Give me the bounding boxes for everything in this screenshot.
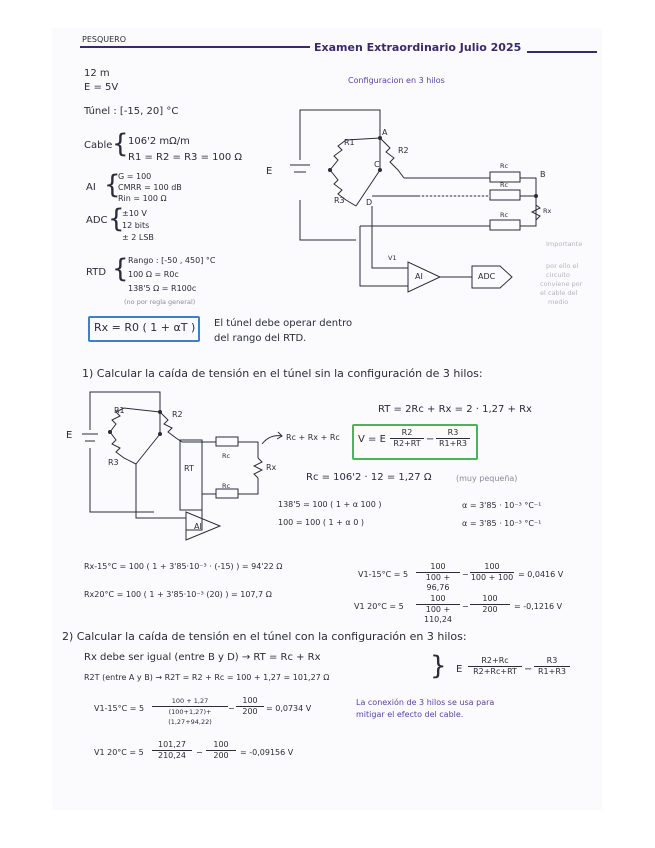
q1-title: 1) Calcular la caída de tensión en el túnel sin la configuración de 3 hilos: bbox=[82, 367, 483, 380]
q2-vm15-minus: − bbox=[228, 704, 235, 713]
cable-brace: { bbox=[112, 129, 129, 159]
d1-label-d: D bbox=[366, 198, 373, 207]
side-note-2: por ello el bbox=[546, 262, 579, 270]
q1-label-ai: AI bbox=[194, 522, 202, 531]
author-name: PESQUERO bbox=[82, 35, 127, 44]
q2-vm15-den1: (100+1,27)+(1,27+94,22) bbox=[168, 708, 212, 726]
q2-v20-num2: 100 bbox=[206, 740, 236, 751]
ai-rin: Rin = 100 Ω bbox=[118, 194, 167, 203]
cable-label: Cable bbox=[84, 140, 113, 151]
adc-label: ADC bbox=[86, 215, 108, 226]
q1-vm15-den2: 100 + 100 bbox=[470, 573, 514, 582]
side-note-4: conviene por bbox=[540, 280, 583, 288]
q2-v20-minus: − bbox=[196, 748, 203, 757]
ai-gain: G = 100 bbox=[118, 172, 152, 181]
q2-v20-frac1 bbox=[152, 740, 192, 761]
q1-v20-frac2 bbox=[470, 594, 510, 615]
d1-label-e: E bbox=[266, 166, 273, 177]
q2-e-minus: − bbox=[524, 664, 533, 675]
d1-label-rc-2: Rc bbox=[500, 181, 509, 189]
q1-alpha-res1: α = 3'85 · 10⁻³ °C⁻¹ bbox=[462, 501, 542, 510]
q1-v20-left: V1 20°C = 5 bbox=[354, 602, 404, 611]
q2-e-num1: R2+Rc bbox=[468, 656, 522, 667]
d1-label-b: B bbox=[540, 170, 546, 179]
q1-rx-m15: Rx-15°C = 100 ( 1 + 3'85·10⁻³ · (-15) ) = 94'22 Ω bbox=[84, 562, 283, 571]
q2-vm15-den2: 200 bbox=[242, 707, 258, 716]
q1-vm15-num2: 100 bbox=[470, 562, 514, 573]
formula-note-2: del rango del RTD. bbox=[214, 333, 307, 344]
q2-vm15-frac2 bbox=[236, 696, 264, 717]
adc-bits: 12 bits bbox=[122, 221, 150, 230]
q1-vm15-left: V1-15°C = 5 bbox=[358, 570, 409, 579]
q1-v20-frac1 bbox=[416, 594, 460, 625]
q1-rc-equation: Rc = 106'2 · 12 = 1,27 Ω bbox=[306, 472, 432, 483]
q2-v20-den2: 200 bbox=[213, 751, 229, 760]
adc-brace: { bbox=[108, 204, 125, 234]
q2-vm15-left: V1-15°C = 5 bbox=[94, 704, 145, 713]
bridge-resistors: R1 = R2 = R3 = 100 Ω bbox=[128, 152, 243, 163]
q2-vm15-num1: 100 + 1,27 bbox=[152, 696, 228, 707]
q1-v-num1: R2 bbox=[390, 428, 424, 439]
d1-label-adc: ADC bbox=[478, 272, 496, 281]
side-note-6: medio bbox=[548, 298, 569, 306]
rtd-note: (no por regla general) bbox=[124, 298, 196, 306]
ai-brace: { bbox=[104, 170, 121, 200]
rtd-formula: Rx = R0 ( 1 + αT ) bbox=[94, 321, 196, 334]
q2-v20-frac2 bbox=[206, 740, 236, 761]
q1-path: Rc + Rx + Rc bbox=[286, 433, 340, 442]
q1-label-rt: RT bbox=[184, 464, 194, 473]
q1-label-r1: R1 bbox=[114, 406, 125, 415]
q2-title: 2) Calcular la caída de tensión en el túnel con la configuración en 3 hilos: bbox=[62, 630, 467, 643]
q1-v20-num2: 100 bbox=[470, 594, 510, 605]
side-note-5: el cable del bbox=[540, 289, 578, 297]
q1-label-rx: Rx bbox=[266, 463, 277, 472]
q1-v20-minus: − bbox=[462, 602, 469, 611]
q1-label-rc-1: Rc bbox=[222, 452, 231, 460]
q1-label-rc-2: Rc bbox=[222, 482, 231, 490]
q2-v20-den1: 210,24 bbox=[158, 751, 186, 760]
d1-label-rc-1: Rc bbox=[500, 162, 509, 170]
q2-e-den2: R1+R3 bbox=[538, 667, 566, 676]
adc-lsb: ± 2 LSB bbox=[122, 233, 154, 242]
side-note-3: circuito bbox=[546, 271, 570, 279]
q2-vm15-frac1 bbox=[152, 696, 228, 727]
rtd-label: RTD bbox=[86, 267, 107, 278]
d1-label-rx: Rx bbox=[543, 207, 552, 215]
q2-e-num2: R3 bbox=[534, 656, 570, 667]
q2-v20-result: = -0,09156 V bbox=[240, 748, 294, 757]
formula-note-1: El túnel debe operar dentro bbox=[214, 318, 353, 329]
q1-label-r2: R2 bbox=[172, 410, 183, 419]
given-voltage: E = 5V bbox=[84, 82, 119, 93]
q1-vm15-result: = 0,0416 V bbox=[518, 570, 564, 579]
q1-alpha-eq1: 138'5 = 100 ( 1 + α 100 ) bbox=[278, 500, 382, 509]
q1-alpha-eq2: 100 = 100 ( 1 + α 0 ) bbox=[278, 518, 364, 527]
rtd-range: Rango : [-50 , 450] °C bbox=[128, 256, 216, 265]
q2-vm15-num2: 100 bbox=[236, 696, 264, 707]
q1-v20-num1: 100 bbox=[416, 594, 460, 605]
q1-vm15-frac2 bbox=[470, 562, 514, 583]
q1-rt-equation: RT = 2Rc + Rx = 2 · 1,27 + Rx bbox=[378, 404, 532, 415]
diagram1-title: Configuracion en 3 hilos bbox=[348, 76, 445, 85]
d1-label-r2: R2 bbox=[398, 146, 409, 155]
q1-v-num2: R3 bbox=[436, 428, 470, 439]
q2-line1: Rx debe ser igual (entre B y D) → RT = Rc + Rx bbox=[84, 652, 321, 663]
q1-label-r3: R3 bbox=[108, 458, 119, 467]
q2-line2: R2T (entre A y B) → R2T = R2 + Rc = 100 + 1,27 = 101,27 Ω bbox=[84, 673, 330, 682]
q2-note-1: La conexión de 3 hilos se usa para bbox=[356, 698, 495, 707]
q1-vm15-den1: 100 + 96,76 bbox=[425, 573, 451, 592]
rtd-r100: 138'5 Ω = R100c bbox=[128, 284, 197, 293]
q1-v20-result: = -0,1216 V bbox=[514, 602, 563, 611]
q1-v-den2: R1+R3 bbox=[439, 439, 467, 448]
q2-note-2: mitigar el efecto del cable. bbox=[356, 710, 464, 719]
q1-vm15-num1: 100 bbox=[416, 562, 460, 573]
given-length: 12 m bbox=[84, 68, 110, 79]
q2-v20-num1: 101,27 bbox=[152, 740, 192, 751]
cable-resistance: 106'2 mΩ/m bbox=[128, 136, 190, 147]
q1-v-minus: − bbox=[426, 434, 435, 445]
d1-label-rc-3: Rc bbox=[500, 211, 509, 219]
d1-label-r1: R1 bbox=[344, 138, 355, 147]
d1-label-v1: V1 bbox=[388, 254, 397, 262]
adc-range: ±10 V bbox=[122, 209, 147, 218]
q2-e-den1: R2+Rc+RT bbox=[473, 667, 517, 676]
rtd-brace: { bbox=[112, 254, 129, 284]
d1-label-a: A bbox=[382, 128, 388, 137]
q2-e-left: E bbox=[456, 664, 463, 675]
given-tunnel: Túnel : [-15, 20] °C bbox=[84, 106, 179, 117]
q1-vm15-frac1 bbox=[416, 562, 460, 593]
q1-v20-den2: 200 bbox=[482, 605, 498, 614]
ai-cmrr: CMRR = 100 dB bbox=[118, 183, 182, 192]
rtd-r0: 100 Ω = R0c bbox=[128, 270, 179, 279]
ai-label: AI bbox=[86, 182, 96, 193]
exam-title: Examen Extraordinario Julio 2025 bbox=[314, 41, 522, 54]
q2-vm15-result: = 0,0734 V bbox=[266, 704, 312, 713]
q1-label-e: E bbox=[66, 430, 73, 441]
d1-label-c: C bbox=[374, 160, 380, 169]
d1-label-r3: R3 bbox=[334, 196, 345, 205]
q1-vm15-minus: − bbox=[462, 570, 469, 579]
q1-v-left: V = E bbox=[358, 434, 386, 445]
q1-v-frac2 bbox=[436, 428, 470, 449]
q1-v-den1: R2+RT bbox=[393, 439, 421, 448]
q2-e-frac1 bbox=[468, 656, 522, 677]
q1-v-frac1 bbox=[390, 428, 424, 449]
q1-rc-note: (muy pequeña) bbox=[456, 474, 518, 483]
q2-v20-left: V1 20°C = 5 bbox=[94, 748, 144, 757]
q1-alpha-res2: α = 3'85 · 10⁻³ °C⁻¹ bbox=[462, 519, 542, 528]
q1-v20-den1: 100 + 110,24 bbox=[424, 605, 452, 624]
d1-label-ai: AI bbox=[415, 272, 423, 281]
side-note-1: Importante bbox=[546, 240, 583, 248]
q1-rx-20: Rx20°C = 100 ( 1 + 3'85·10⁻³ (20) ) = 107,7 Ω bbox=[84, 590, 272, 599]
q2-brace: } bbox=[430, 651, 447, 681]
q2-e-frac2 bbox=[534, 656, 570, 677]
